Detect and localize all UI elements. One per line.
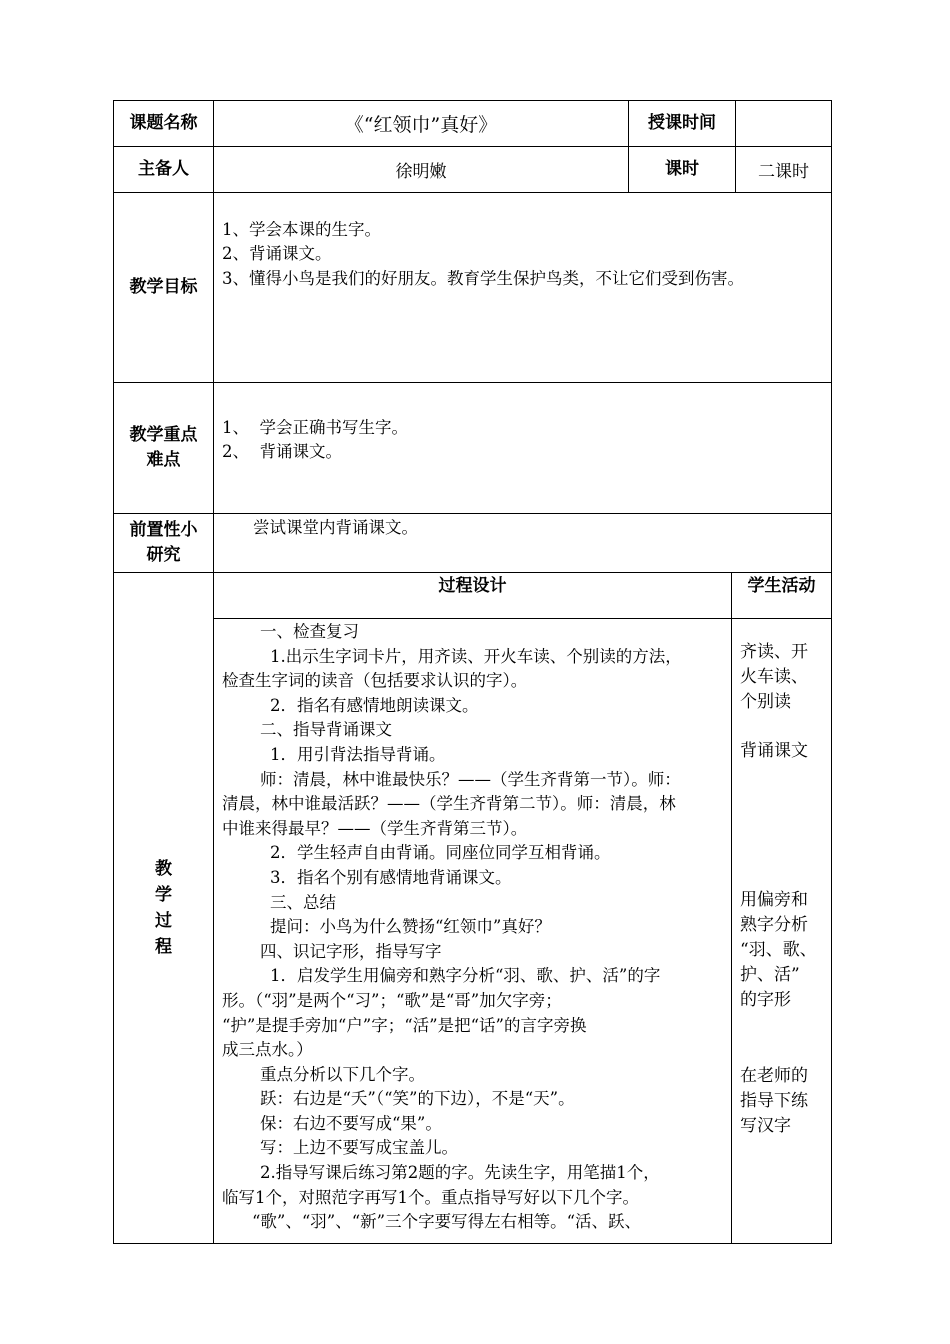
activity-line: “羽、歌、 (740, 940, 817, 960)
process-line: 1．用引背法指导背诵。 (270, 744, 446, 764)
table-col-rule (213, 100, 214, 1244)
process-label-char: 学 (155, 885, 172, 905)
student-activity-header: 学生活动 (747, 575, 816, 596)
activity-line: 指导下练 (740, 1091, 808, 1111)
pre-study-text: 尝试课堂内背诵课文。 (253, 518, 418, 537)
time-label: 授课时间 (648, 113, 716, 133)
activity-group (740, 739, 830, 764)
activity-line: 背诵课文 (740, 741, 808, 761)
process-design-body (222, 620, 728, 1235)
table-rule (213, 618, 832, 619)
process-label-char: 程 (155, 937, 172, 957)
process-line: 1.出示生字词卡片，用齐读、开火车读、个别读的方法， (270, 646, 682, 666)
pre-study-label-line1: 前置性小 (129, 520, 198, 540)
table-rule (113, 513, 832, 514)
objectives-list (222, 218, 827, 291)
activity-group (740, 1064, 830, 1139)
table-border-right (831, 100, 832, 1244)
activity-line: 用偏旁和 (740, 890, 808, 910)
table-border-bottom (113, 1243, 832, 1244)
process-line: 四、识记字形，指导写字 (260, 941, 442, 961)
process-line: “护”是提手旁加“户”字；“活”是把“话”的言字旁换 (222, 1015, 587, 1035)
objective-item: 2、背诵课文。 (222, 244, 332, 264)
process-line: “歌”、“羽”、“新”三个字要写得左右相等。“活、跃、 (252, 1212, 642, 1232)
activity-line: 的字形 (740, 990, 791, 1010)
activity-line: 熟字分析 (740, 915, 808, 935)
process-line: 跃：右边是“夭”（“笑”的下边），不是“天”。 (260, 1089, 575, 1109)
table-col-rule (731, 572, 732, 1244)
process-line: 二、指导背诵课文 (260, 720, 392, 740)
key-points-label-line1: 教学重点 (129, 425, 198, 445)
process-line: 2.指导写课后练习第2题的字。先读生字，用笔描1个， (260, 1163, 660, 1183)
preparer-label: 主备人 (138, 159, 189, 179)
process-line: 师：清晨，林中谁最快乐？——（学生齐背第一节）。师： (260, 769, 681, 789)
process-line: 成三点水。） (222, 1040, 313, 1060)
key-point-item: 1、 学会正确书写生字。 (222, 418, 408, 437)
process-line: 检查生字词的读音（包括要求认识的字）。 (222, 671, 528, 691)
process-line: 重点分析以下几个字。 (260, 1064, 425, 1084)
process-design-header: 过程设计 (438, 575, 507, 596)
activity-line: 写汉字 (740, 1116, 791, 1136)
activity-line: 齐读、开 (740, 642, 808, 662)
activity-line: 护、活” (740, 965, 800, 985)
process-line: 形。（“羽”是两个“习”；“歌”是“哥”加欠字旁； (222, 990, 562, 1010)
key-points-label-line2: 难点 (146, 450, 181, 470)
process-line: 写：上边不要写成宝盖儿。 (260, 1138, 458, 1158)
process-label-char: 教 (155, 859, 172, 879)
process-line: 三、总结 (270, 892, 336, 912)
key-points-label (114, 383, 213, 513)
lesson-title: 《“红领巾”真好》 (344, 114, 498, 136)
process-line: 一、检查复习 (260, 622, 359, 641)
activity-line: 在老师的 (740, 1066, 808, 1086)
key-point-item: 2、 背诵课文。 (222, 442, 342, 462)
activity-line: 个别读 (740, 692, 791, 712)
preparer-value: 徐明嫩 (395, 162, 447, 182)
process-line: 1．启发学生用偏旁和熟字分析“羽、歌、护、活”的字 (270, 966, 661, 986)
time-value (736, 101, 831, 146)
title-label: 课题名称 (129, 113, 198, 133)
key-points-list (222, 416, 827, 465)
activity-group (740, 888, 830, 1013)
objective-item: 3、懂得小鸟是我们的好朋友。教育学生保护鸟类，不让它们受到伤害。 (222, 268, 744, 288)
activity-line: 火车读、 (740, 667, 808, 687)
process-line: 2．指名有感情地朗读课文。 (270, 695, 479, 715)
objective-item: 1、学会本课的生字。 (222, 220, 381, 239)
period-value: 二课时 (758, 162, 809, 182)
process-label (114, 573, 213, 1243)
process-line: 2．学生轻声自由背诵。同座位同学互相背诵。 (270, 843, 611, 863)
objectives-label: 教学目标 (129, 277, 198, 297)
pre-study-label-line2: 研究 (146, 545, 181, 565)
table-rule (113, 192, 832, 193)
activity-group (740, 640, 830, 715)
period-label: 课时 (665, 159, 699, 179)
process-line: 中谁来得最早？——（学生齐背第三节）。 (222, 818, 528, 838)
process-line: 保：右边不要写成“果”。 (260, 1113, 442, 1133)
process-line: 提问：小鸟为什么赞扬“红领巾”真好？ (270, 917, 551, 937)
pre-study-label (114, 514, 213, 572)
process-line: 清晨，林中谁最活跃？——（学生齐背第二节）。师：清晨，林 (222, 794, 676, 814)
process-label-char: 过 (155, 911, 172, 931)
process-line: 临写1个，对照范字再写1个。重点指导写好以下几个字。 (222, 1187, 639, 1207)
process-line: 3．指名个别有感情地背诵课文。 (270, 867, 512, 887)
table-rule (113, 382, 832, 383)
